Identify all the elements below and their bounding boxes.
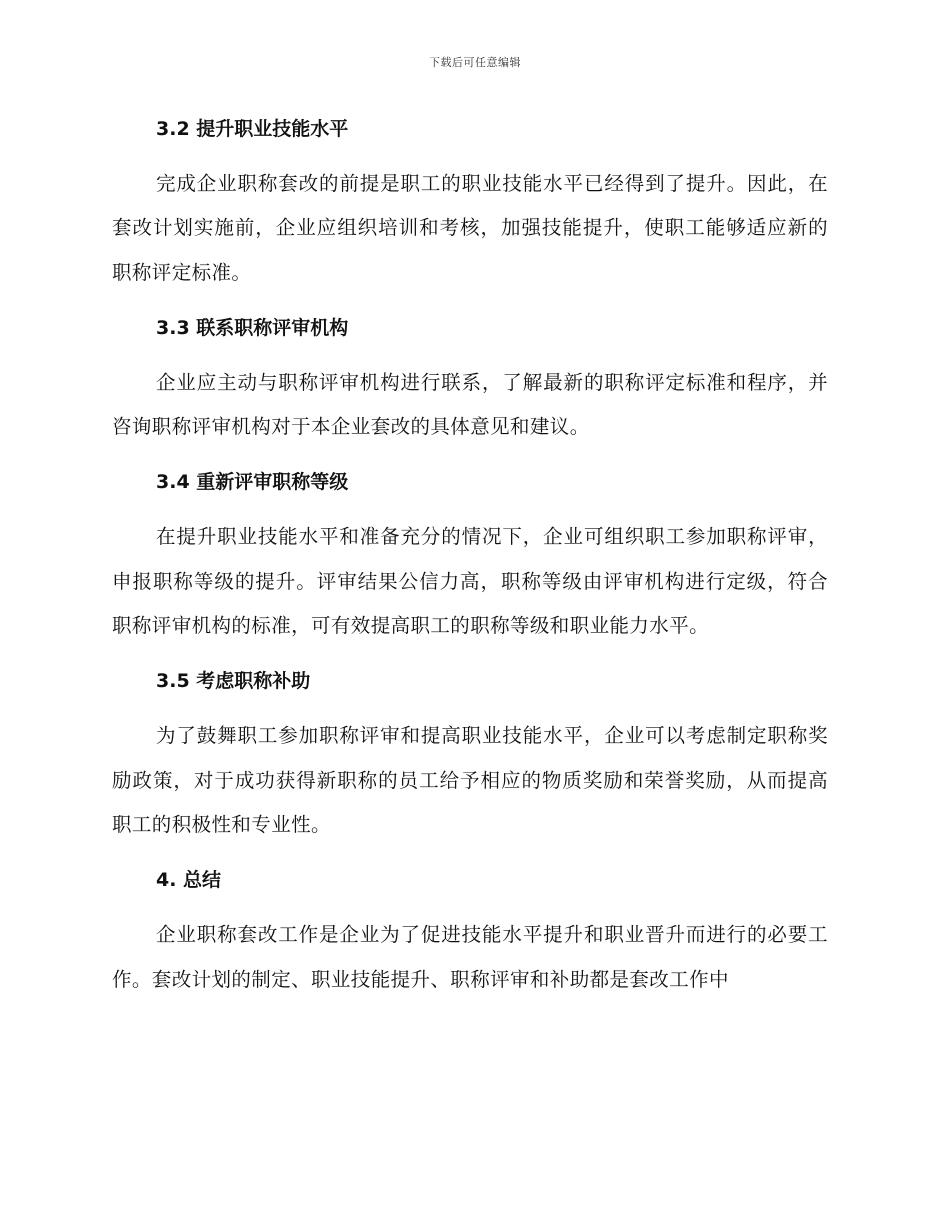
section-heading-3-4: 3.4 重新评审职称等级 (156, 471, 349, 494)
section-paragraph-4: 企业职称套改工作是企业为了促进技能水平提升和职业晋升而进行的必要工作。套改计划的制定、职业技能提升、职称评审和补助都是套改工作中 (112, 923, 828, 991)
section-heading-3-2: 3.2 提升职业技能水平 (156, 118, 349, 140)
section-heading-3-5: 3.5 考虑职称补助 (156, 670, 311, 693)
section-paragraph-3-2: 完成企业职称套改的前提是职工的职业技能水平已经得到了提升。因此，在套改计划实施前，企业应组织培训和考核，加强技能提升，使职工能够适应新的职称评定标准。 (112, 172, 828, 284)
section-heading-3-3: 3.3 联系职称评审机构 (156, 316, 349, 339)
document-body (112, 113, 828, 1019)
section-paragraph-3-5: 为了鼓舞职工参加职称评审和提高职业技能水平，企业可以考虑制定职称奖励政策，对于成功获得新职称的员工给予相应的物质奖励和荣誉奖励，从而提高职工的积极性和专业性。 (112, 724, 828, 836)
section-paragraph-3-3: 企业应主动与职称评审机构进行联系，了解最新的职称评定标准和程序，并咨询职称评审机构对于本企业套改的具体意见和建议。 (112, 370, 828, 439)
section-heading-4: 4. 总结 (156, 869, 222, 892)
header-note: 下载后可任意编辑 (429, 56, 521, 69)
section-paragraph-3-4: 在提升职业技能水平和准备充分的情况下，企业可组织职工参加职称评审，申报职称等级的提升。评审结果公信力高，职称等级由评审机构进行定级，符合职称评审机构的标准，可有效提高职工的职称等级和职业能力水平。 (112, 525, 828, 638)
